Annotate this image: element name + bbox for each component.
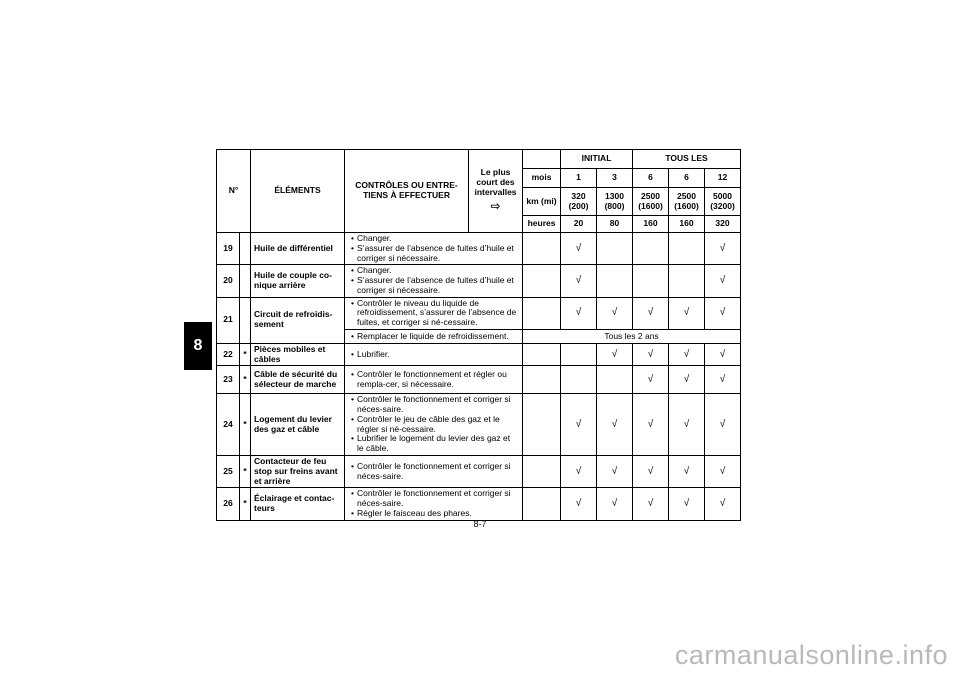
control-item: • Contrôler le fonctionnement et corriger si néces-saire.: [348, 489, 519, 509]
control-item: • Régler le faisceau des phares.: [348, 509, 519, 519]
check-mark: √: [561, 394, 597, 456]
element-name: Circuit de refroidis-sement: [251, 297, 345, 343]
check-mark: √: [633, 343, 669, 366]
control-item: • Remplacer le liquide de refroidissement.: [348, 332, 519, 342]
check-mark: √: [561, 233, 597, 265]
asterisk-mark: *: [240, 488, 251, 520]
section-tab: 8: [184, 322, 212, 370]
control-list: [345, 265, 523, 297]
unit-spacer: [523, 297, 561, 329]
check-mark: √: [597, 456, 633, 488]
control-item: • Contrôler le fonctionnement et régler ou rempla-cer, si nécessaire.: [348, 370, 519, 390]
unit-label: heures: [523, 216, 561, 233]
control-list: [345, 366, 523, 394]
control-item: • Lubrifier le logement du levier des gaz et le câble.: [348, 434, 519, 454]
table-row: [217, 297, 741, 329]
shortest-label: Le plus court des intervalles: [474, 167, 517, 197]
check-mark: √: [705, 297, 741, 329]
unit-value: 20: [561, 216, 597, 233]
table-row: [217, 488, 741, 520]
unit-value: 6: [669, 169, 705, 188]
check-mark: √: [705, 366, 741, 394]
empty-cell: [597, 233, 633, 265]
header-initial: INITIAL: [561, 150, 633, 169]
asterisk-mark: *: [240, 394, 251, 456]
header-no: N°: [217, 150, 251, 233]
item-number: 23: [217, 366, 240, 394]
control-items: [348, 350, 519, 360]
control-item: • Lubrifier.: [348, 350, 519, 360]
unit-value: 1: [561, 169, 597, 188]
control-items: [348, 234, 519, 263]
empty-cell: [669, 265, 705, 297]
check-mark: √: [705, 265, 741, 297]
empty-cell: [561, 343, 597, 366]
asterisk-mark: *: [240, 366, 251, 394]
unit-value: 5000 (3200): [705, 188, 741, 216]
control-list: [345, 343, 523, 366]
check-mark: √: [669, 366, 705, 394]
element-name: Contacteur de feu stop sur freins avant et arrière: [251, 456, 345, 488]
element-name: Huile de couple co-nique arrière: [251, 265, 345, 297]
unit-value: 12: [705, 169, 741, 188]
control-item: • Contrôler le fonctionnement et corriger si néces-saire.: [348, 462, 519, 482]
control-items: [348, 370, 519, 390]
unit-label: km (mi): [523, 188, 561, 216]
check-mark: √: [669, 456, 705, 488]
unit-value: 320 (200): [561, 188, 597, 216]
element-name: Huile de différentiel: [251, 233, 345, 265]
unit-value: 80: [597, 216, 633, 233]
unit-spacer: [523, 488, 561, 520]
check-mark: √: [561, 297, 597, 329]
control-list: [345, 394, 523, 456]
arrow-right-icon: ⇨: [490, 198, 501, 213]
unit-spacer: [523, 366, 561, 394]
watermark: carmanualsonline.info: [674, 640, 948, 670]
check-mark: √: [597, 488, 633, 520]
control-items: [348, 266, 519, 295]
check-mark: √: [633, 488, 669, 520]
control-item: • Contrôler le niveau du liquide de refroidissement, s’assurer de l’absence de fuites, et corriger si né-cessaire.: [348, 299, 519, 328]
maintenance-table: [216, 149, 741, 521]
control-item: • Changer.: [348, 266, 519, 276]
control-item: • Contrôler le fonctionnement et corriger si néces-saire.: [348, 395, 519, 415]
unit-value: 2500 (1600): [633, 188, 669, 216]
unit-value: 2500 (1600): [669, 188, 705, 216]
unit-value: 320: [705, 216, 741, 233]
element-name: Éclairage et contac-teurs: [251, 488, 345, 520]
unit-spacer: [523, 456, 561, 488]
control-item: • Contrôler le jeu de câble des gaz et le régler si né-cessaire.: [348, 415, 519, 435]
check-mark: √: [597, 297, 633, 329]
check-mark: √: [633, 297, 669, 329]
check-mark: √: [669, 343, 705, 366]
item-number: 24: [217, 394, 240, 456]
control-items: [348, 332, 519, 342]
control-list: [345, 488, 523, 520]
unit-spacer: [523, 265, 561, 297]
empty-cell: [597, 366, 633, 394]
unit-spacer: [523, 343, 561, 366]
control-items: [348, 489, 519, 518]
table-row: [217, 265, 741, 297]
control-list: [345, 456, 523, 488]
check-mark: √: [561, 456, 597, 488]
table-row: [217, 343, 741, 366]
element-name: Pièces mobiles et câbles: [251, 343, 345, 366]
check-mark: √: [633, 366, 669, 394]
element-name: Câble de sécurité du sélecteur de marche: [251, 366, 345, 394]
control-items: [348, 299, 519, 328]
control-items: [348, 462, 519, 482]
asterisk-mark: [240, 297, 251, 343]
item-number: 25: [217, 456, 240, 488]
control-item: • S’assurer de l’absence de fuites d’huile et corriger si nécessaire.: [348, 276, 519, 296]
unit-spacer: [523, 394, 561, 456]
table-body: [217, 233, 741, 521]
table-row: [217, 456, 741, 488]
table-header: [217, 150, 741, 233]
check-mark: √: [597, 343, 633, 366]
check-mark: √: [633, 456, 669, 488]
unit-spacer: [523, 233, 561, 265]
asterisk-mark: *: [240, 343, 251, 366]
item-number: 26: [217, 488, 240, 520]
check-mark: √: [669, 297, 705, 329]
table-row: [217, 366, 741, 394]
check-mark: √: [633, 394, 669, 456]
asterisk-mark: *: [240, 456, 251, 488]
item-number: 21: [217, 297, 240, 343]
interval-note: Tous les 2 ans: [523, 329, 741, 343]
unit-value: 3: [597, 169, 633, 188]
empty-cell: [633, 265, 669, 297]
control-item: • Changer.: [348, 234, 519, 244]
check-mark: √: [561, 488, 597, 520]
unit-value: 1300 (800): [597, 188, 633, 216]
item-number: 22: [217, 343, 240, 366]
unit-value: 160: [633, 216, 669, 233]
unit-value: 6: [633, 169, 669, 188]
control-list: [345, 329, 523, 343]
header-shortest: [469, 150, 523, 233]
check-mark: √: [705, 343, 741, 366]
empty-cell: [561, 366, 597, 394]
asterisk-mark: [240, 233, 251, 265]
check-mark: √: [705, 456, 741, 488]
table-row: [217, 394, 741, 456]
header-tous-les: TOUS LES: [633, 150, 741, 169]
unit-value: 160: [669, 216, 705, 233]
item-number: 20: [217, 265, 240, 297]
control-list: [345, 233, 523, 265]
item-number: 19: [217, 233, 240, 265]
empty-cell: [633, 233, 669, 265]
unit-label: mois: [523, 169, 561, 188]
header-elements: ÉLÉMENTS: [251, 150, 345, 233]
check-mark: √: [669, 488, 705, 520]
page-number: 8-7: [473, 519, 487, 529]
empty-cell: [597, 265, 633, 297]
control-list: [345, 297, 523, 329]
check-mark: √: [669, 394, 705, 456]
table-row: [217, 233, 741, 265]
check-mark: √: [561, 265, 597, 297]
check-mark: √: [705, 233, 741, 265]
element-name: Logement du levier des gaz et câble: [251, 394, 345, 456]
header-controls: CONTRÔLES OU ENTRE-TIENS À EFFECTUER: [345, 150, 469, 233]
check-mark: √: [597, 394, 633, 456]
control-items: [348, 395, 519, 454]
control-item: • S’assurer de l’absence de fuites d’huile et corriger si nécessaire.: [348, 244, 519, 264]
asterisk-mark: [240, 265, 251, 297]
check-mark: √: [705, 488, 741, 520]
empty-cell: [669, 233, 705, 265]
check-mark: √: [705, 394, 741, 456]
